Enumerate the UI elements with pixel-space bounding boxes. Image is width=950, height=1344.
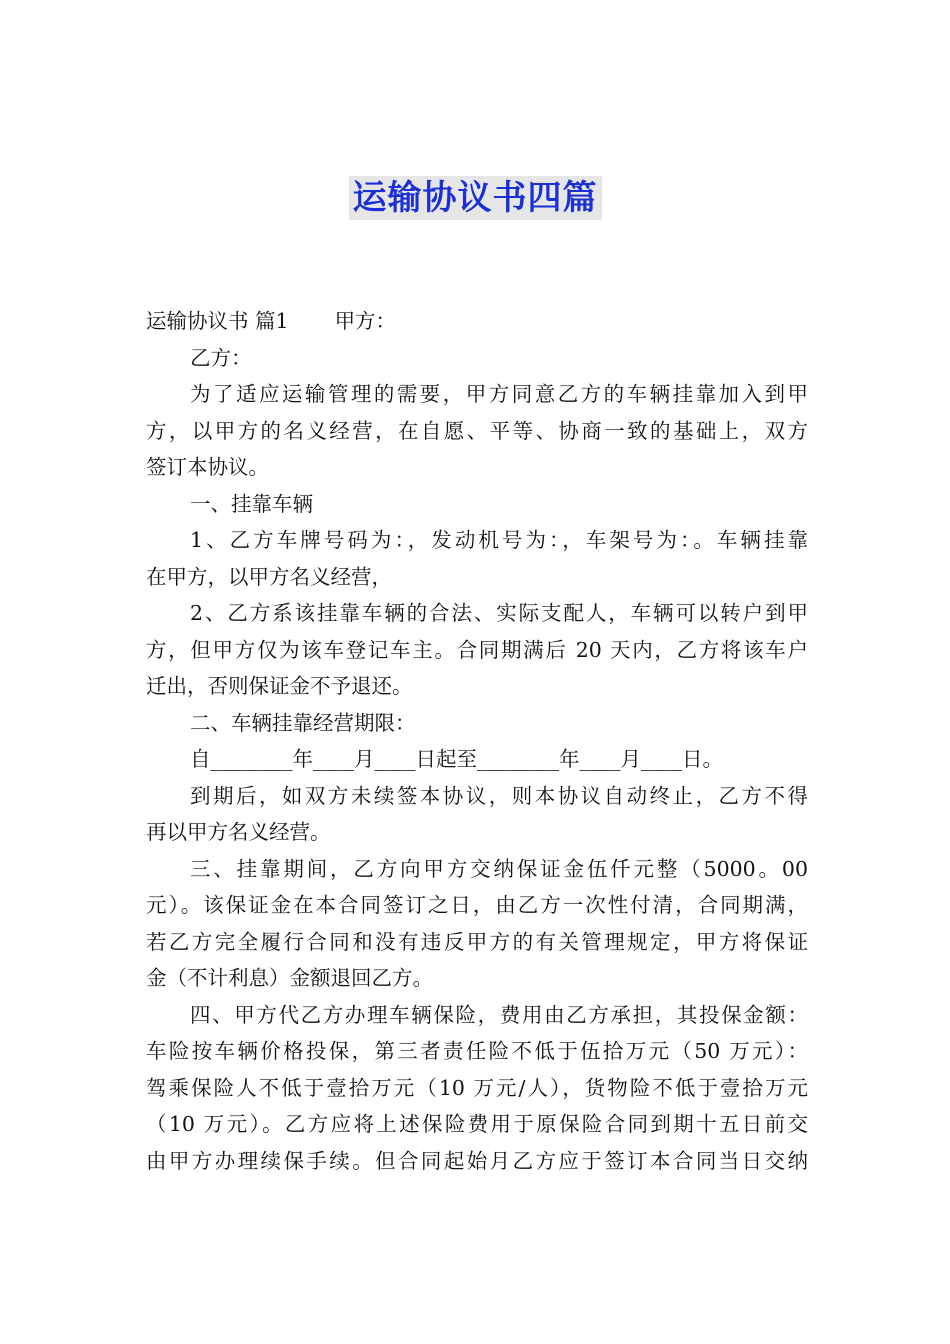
paragraph [146,851,808,997]
paragraph-line: 三、挂靠期间，乙方向甲方交纳保证金伍仟元整（5000。00 [190,856,808,881]
section-label: 运输协议书 篇1 [146,309,289,333]
party-a-label: 甲方： [334,309,397,333]
paragraph-line: 元）。该保证金在本合同签订之日，由乙方一次性付清，合同期满， [146,893,808,917]
paragraph-line: 1、乙方车牌号码为：，发动机号为：，车架号为：。车辆挂靠 [190,528,808,552]
paragraph-line: 二、车辆挂靠经营期限： [190,710,416,735]
paragraph-line: 在甲方，以甲方名义经营， [146,564,392,589]
heading-line [146,303,808,340]
paragraph-line: 方，但甲方仅为该车登记车主。合同期满后 20 天内，乙方将该车户 [146,637,808,662]
paragraph-line: （10 万元）。乙方应将上述保险费用于原保险合同到期十五日前交 [146,1112,808,1136]
paragraph-line: 金（不计利息）金额退回乙方。 [146,966,433,990]
paragraph-line: 2、乙方系该挂靠车辆的合法、实际支配人，车辆可以转户到甲 [190,601,808,625]
paragraph [146,522,808,595]
party-b-line [146,340,808,377]
paragraph-line: 再以甲方名义经营。 [146,820,331,844]
paragraph-line: 若乙方完全履行合同和没有违反甲方的有关管理规定，甲方将保证 [146,929,808,954]
paragraph-line: 方，以甲方的名义经营，在自愿、平等、协商一致的基础上，双方 [146,418,808,443]
paragraph [146,486,808,523]
paragraph-line: 一、挂靠车辆 [190,491,313,516]
paragraph [146,997,808,1180]
title-container [0,176,950,220]
document-body [146,303,808,1179]
paragraph-line: 四、甲方代乙方办理车辆保险，费用由乙方承担，其投保金额： [190,1002,808,1027]
paragraph-line: 车险按车辆价格投保，第三者责任险不低于伍拾万元（50 万元）： [146,1039,808,1063]
document-title: 运输协议书四篇 [349,176,602,220]
paragraph-line: 驾乘保险人不低于壹拾万元（10 万元/人），货物险不低于壹拾万元 [146,1075,808,1100]
paragraph-line: 迁出，否则保证金不予退还。 [146,674,413,698]
paragraph [146,741,808,778]
paragraph [146,705,808,742]
paragraph-line: 签订本协议。 [146,455,269,479]
paragraph [146,376,808,486]
party-b-label: 乙方： [190,345,252,370]
paragraph [146,595,808,705]
paragraph-line: 到期后，如双方未续签本协议，则本协议自动终止，乙方不得 [190,783,808,808]
paragraph-line: 为了适应运输管理的需要，甲方同意乙方的车辆挂靠加入到甲 [190,382,808,406]
paragraph-line: 由甲方办理续保手续。但合同起始月乙方应于签订本合同当日交纳 [146,1148,808,1173]
paragraph [146,778,808,851]
paragraph-line: 自________年____月____日起至________年____月____日。 [190,747,723,771]
